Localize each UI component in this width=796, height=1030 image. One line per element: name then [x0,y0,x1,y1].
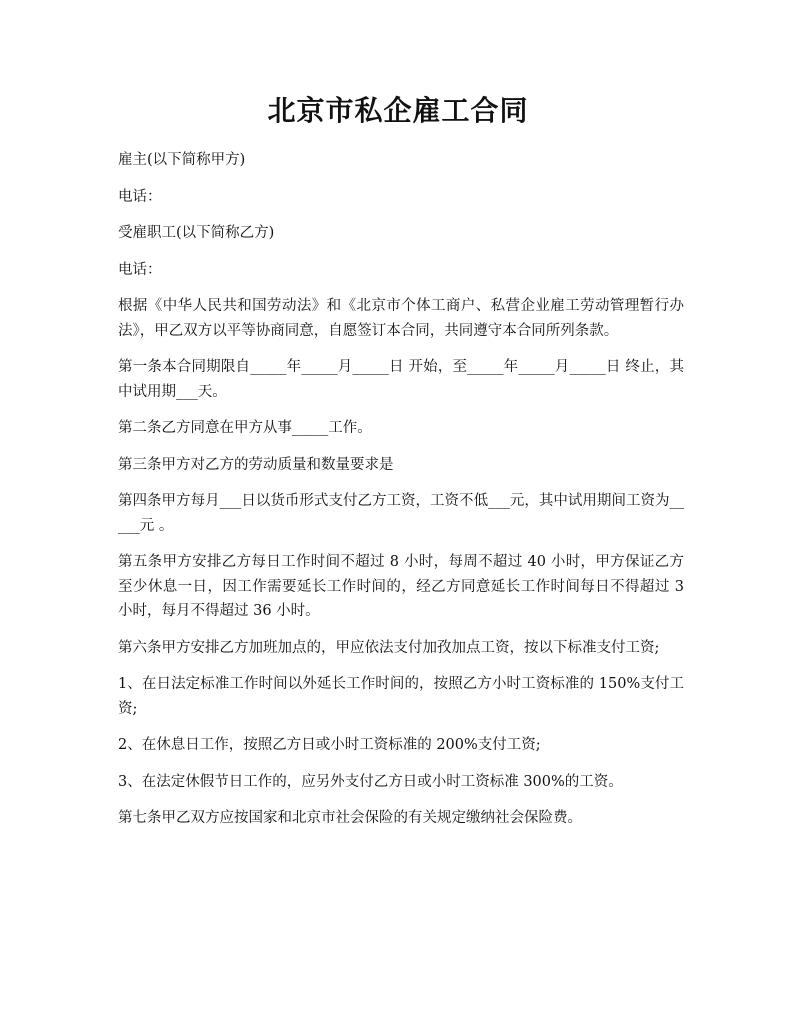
article-3: 第三条甲方对乙方的劳动质量和数量要求是 [118,456,394,473]
article-6-item-1: 1、在日法定标准工作时间以外延长工作时间的，按照乙方小时工资标准的 150%支付工资; [118,676,684,717]
article-5: 第五条甲方安排乙方每日工作时间不超过 8 小时，每周不超过 40 小时，甲方保证乙方至少休息一日，因工作需要延长工作时间的，经乙方同意延长工作时间每日不得超过 3 小时，每月不得超过 36 小时。 [118,554,684,619]
preamble-paragraph: 根据《中华人民共和国劳动法》和《北京市个体工商户、私营企业雇工劳动管理暂行办法》，甲乙双方以平等协商同意，自愿签订本合同，共同遵守本合同所列条款。 [118,298,684,339]
employer-phone-line: 电话： [118,188,162,205]
article-7: 第七条甲乙双方应按国家和北京市社会保险的有关规定缴纳社会保险费。 [118,810,582,826]
document-body [118,148,684,843]
article-6-item-2: 2、在休息日工作，按照乙方日或小时工资标准的 200%支付工资; [118,737,541,753]
article-6-item-3: 3、在法定休假节日工作的，应另外支付乙方日或小时工资标准 300%的工资。 [118,773,623,790]
employee-line: 受雇职工(以下简称乙方) [118,225,275,241]
article-1: 第一条本合同期限自_____年_____月_____日 开始，至_____年_____月_____日 终止，其中试用期___天。 [118,359,684,400]
article-4: 第四条甲方每月___日以货币形式支付乙方工资，工资不低___元，其中试用期间工资为_____元 。 [118,493,684,534]
article-2: 第二条乙方同意在甲方从事_____工作。 [118,420,372,436]
document-title: 北京市私企雇工合同 [267,94,529,127]
employer-line: 雇主(以下简称甲方) [118,152,246,168]
article-6: 第六条甲方安排乙方加班加点的，甲应依法支付加孜加点工资，按以下标准支付工资; [118,639,660,656]
employee-phone-line: 电话： [118,261,162,278]
